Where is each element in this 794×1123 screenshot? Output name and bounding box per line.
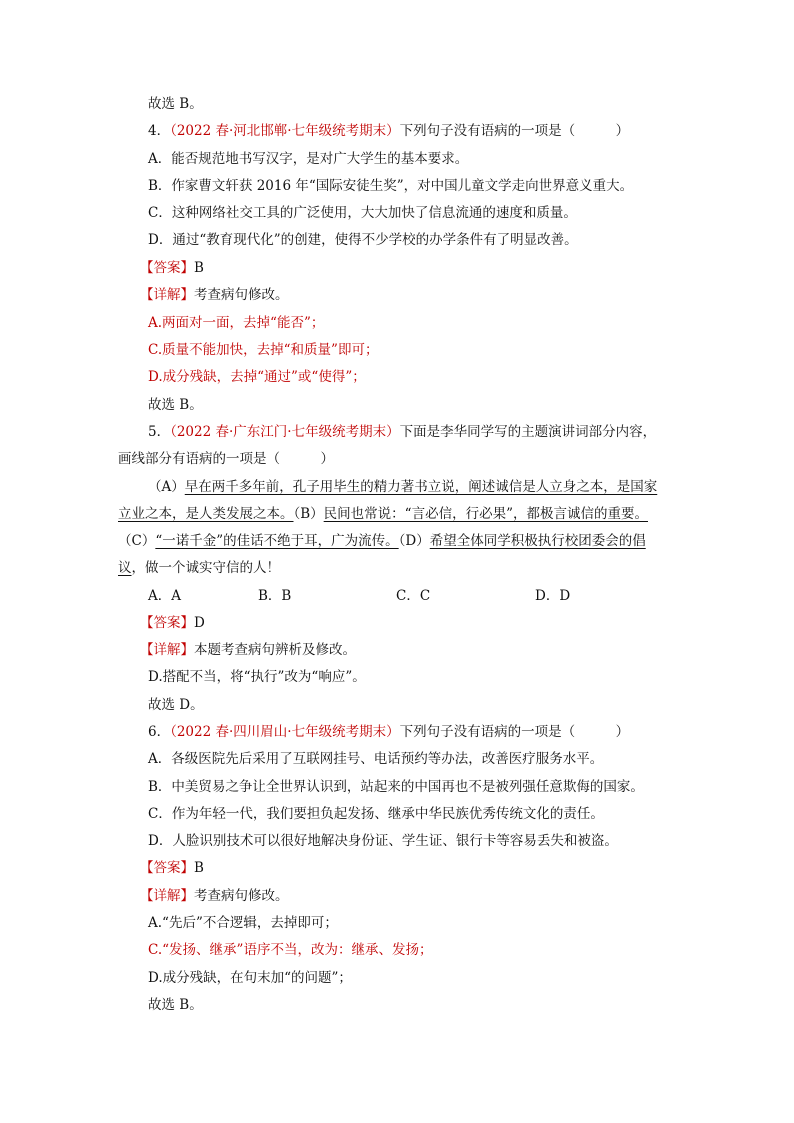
q4-number: 4． xyxy=(148,123,171,139)
q4-option-a: A．能否规范地书写汉字，是对广大学生的基本要求。 xyxy=(148,151,469,167)
q6-option-b: B．中美贸易之争让全世界认识到，站起来的中国再也不是被列强任意欺侮的国家。 xyxy=(148,779,644,795)
q4-explain-tag: 【详解】 xyxy=(140,287,194,303)
q5-answer-tag: 【答案】 xyxy=(140,615,194,631)
q5-answer: D xyxy=(194,615,205,631)
q4-note-d: D.成分残缺，去掉“通过”或“使得”； xyxy=(148,369,366,385)
q3-choose: 故选 B。 xyxy=(148,96,203,112)
q5-para-a-text: 早在两千多年前，孔子用毕生的精力著书立说，阐述诚信是人立身之本，是国家 xyxy=(184,479,658,495)
q5-note-d: D.搭配不当，将“执行”改为“响应”。 xyxy=(148,669,366,685)
q4-note-c: C.质量不能加快，去掉“和质量”即可； xyxy=(148,342,379,358)
q5-option-a: A．A xyxy=(148,588,181,604)
q4-answer-line xyxy=(140,258,204,278)
q4-explain-line xyxy=(140,285,289,305)
q5-para-c-text: “一诺千金”的佳话不绝于耳，广为流传。 xyxy=(155,533,399,549)
q5-para-end: ，做一个诚实守信的人！ xyxy=(131,560,280,576)
q5-answer-line xyxy=(140,613,205,633)
q6-option-d: D．人脸识别技术可以很好地解决身份证、学生证、银行卡等容易丢失和被盗。 xyxy=(148,833,618,849)
q5-para-line-2 xyxy=(118,504,648,524)
q6-note-d: D.成分残缺，在句末加“的问题”； xyxy=(148,970,352,986)
q6-stem: 下列句子没有语病的一项是（ ） xyxy=(399,724,630,740)
q6-option-c: C．作为年轻一代，我们要担负起发扬、继承中华民族优秀传统文化的责任。 xyxy=(148,806,604,822)
q5-stem: 下面是李华同学写的主题演讲词部分内容， xyxy=(399,424,657,440)
q4-option-d: D．通过“教育现代化”的创建，使得不少学校的办学条件有了明显改善。 xyxy=(148,232,578,248)
q5-source: （2022 春·广东江门·七年级统考期末） xyxy=(170,424,400,440)
q6-answer: B xyxy=(194,860,204,876)
q5-option-d: D．D xyxy=(535,588,571,604)
q6-note-a: A.“先后”不合逻辑，去掉即可； xyxy=(148,915,338,931)
q6-answer-line xyxy=(140,858,204,878)
q5-para-label-c: （C） xyxy=(118,533,156,549)
q4-stem: 下列句子没有语病的一项是（ ） xyxy=(399,123,630,139)
q4-option-b: B．作家曹文轩获 2016 年“国际安徒生奖”，对中国儿童文学走向世界意义重大。 xyxy=(148,178,634,194)
q5-choose: 故选 D。 xyxy=(148,697,204,713)
q6-source: （2022 春·四川眉山·七年级统考期末） xyxy=(170,724,400,740)
q5-explain-tag: 【详解】 xyxy=(140,642,194,658)
q5-explain: 本题考查病句辨析及修改。 xyxy=(194,642,356,658)
q4-explain: 考查病句修改。 xyxy=(194,287,289,303)
q6-explain-line xyxy=(140,886,289,906)
q6-answer-tag: 【答案】 xyxy=(140,860,194,876)
q4-stem-line xyxy=(148,121,629,141)
q5-para-line-4 xyxy=(118,558,280,578)
q6-note-c: C.“发扬、继承”语序不当，改为：继承、发扬； xyxy=(148,942,433,958)
q6-stem-line xyxy=(148,722,629,742)
q5-para-label-d: （D） xyxy=(398,533,430,549)
q5-option-b: B．B xyxy=(258,588,292,604)
q5-explain-line xyxy=(140,640,356,660)
q5-stem-line-2: 画线部分有语病的一项是（ ） xyxy=(118,451,334,467)
q5-stem-line xyxy=(148,422,656,442)
q5-para-label-b: （B） xyxy=(293,506,324,522)
q5-number: 5． xyxy=(148,424,171,440)
q4-note-a: A.两面对一面，去掉“能否”； xyxy=(148,315,325,331)
q4-source: （2022 春·河北邯郸·七年级统考期末） xyxy=(170,123,400,139)
q6-explain: 考查病句修改。 xyxy=(194,888,289,904)
q4-option-c: C．这种网络社交工具的广泛使用，大大加快了信息流通的速度和质量。 xyxy=(148,205,577,221)
q4-answer-tag: 【答案】 xyxy=(140,260,194,276)
q5-para-b-text: 民间也常说：“言必信，行必果”，都极言诚信的重要。 xyxy=(323,506,648,522)
q6-explain-tag: 【详解】 xyxy=(140,888,194,904)
q4-choose: 故选 B。 xyxy=(148,397,203,413)
q5-para-label-a: （A） xyxy=(148,479,185,495)
q6-choose: 故选 B。 xyxy=(148,997,203,1013)
q5-para-d-text: 希望全体同学积极执行校团委会的倡 xyxy=(429,533,646,549)
q5-para-line-3 xyxy=(118,531,646,551)
q5-para-a-text-cont: 立业之本，是人类发展之本。 xyxy=(118,506,294,522)
q5-para-line-1 xyxy=(148,477,657,497)
q5-para-d-text-cont: 议 xyxy=(118,560,132,576)
q4-answer: B xyxy=(194,260,204,276)
q5-option-c: C．C xyxy=(396,588,431,604)
q6-option-a: A．各级医院先后采用了互联网挂号、电话预约等办法，改善医疗服务水平。 xyxy=(148,751,604,767)
q6-number: 6． xyxy=(148,724,171,740)
